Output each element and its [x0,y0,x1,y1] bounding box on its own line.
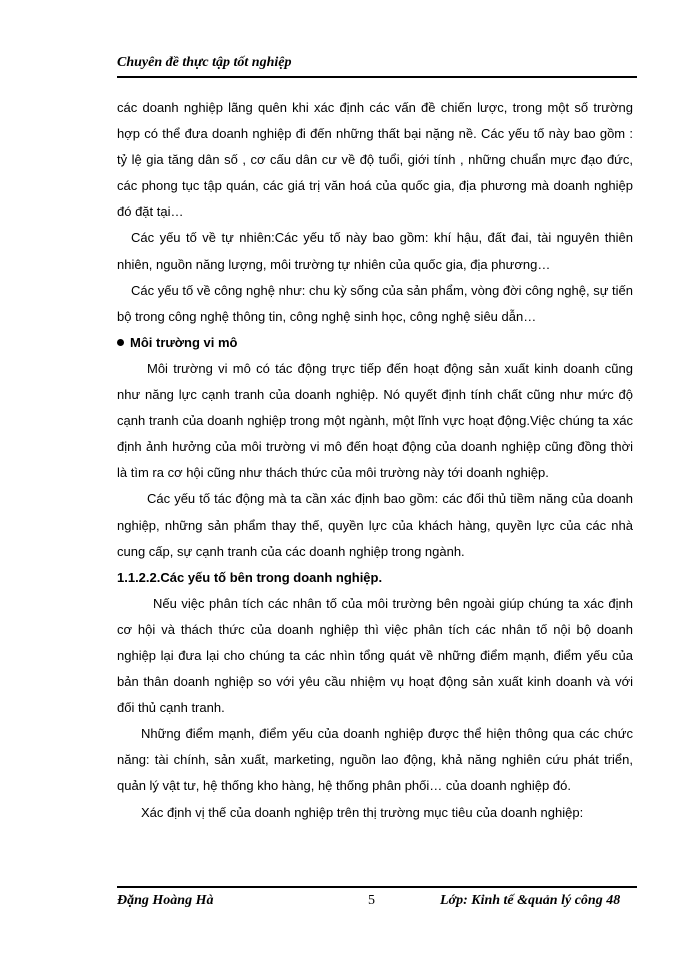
paragraph: Các yếu tố về tự nhiên:Các yếu tố này bao gồm: khí hậu, đất đai, tài nguyên thiên nhiên, nguồn năng lượng, môi trường tự nhiên của quốc gia, địa phương… [117,230,633,272]
header-divider [117,76,637,78]
page-number: 5 [368,893,375,908]
paragraph: Các yếu tố về công nghệ như: chu kỳ sống của sản phẩm, vòng đời công nghệ, sự tiến bộ trong công nghệ thông tin, công nghệ sinh học, công nghệ siêu dẫn… [117,282,633,324]
footer-class-label: Lớp: Kinh tế &quản lý công 48 [440,893,621,908]
bullet-icon [117,339,124,346]
footer-divider [117,886,637,888]
page-header-title: Chuyên đề thực tập tốt nghiệp [117,55,292,70]
bullet-heading [117,330,633,356]
paragraph: Môi trường vi mô có tác động trực tiếp đến hoạt động sản xuất kinh doanh cũng như năng lực cạnh tranh của doanh nghiệp. Nó quyết định tính chất cũng như mức độ cạnh tranh của doanh nghiệp trong một ngành, một lĩnh vực hoạt động.Việc chúng ta xác định ảnh hưởng của môi trường vi mô đến hoạt động của doanh nghiệp cũng đồng thời là tìm ra cơ hội cũng như thách thức của môi trường này tới doanh nghiệp. [117,360,633,481]
paragraph: Các yếu tố tác động mà ta cần xác định bao gồm: các đối thủ tiềm năng của doanh nghiệp, những sản phẩm thay thế, quyền lực của khách hàng, quyền lực của các nhà cung cấp, sự cạnh tranh của các doanh nghiệp trong ngành. [117,491,633,559]
footer-author: Đặng Hoàng Hà [117,893,214,908]
bullet-heading-text: Môi trường vi mô [130,334,238,350]
document-body [117,95,633,826]
paragraph: Những điểm mạnh, điểm yếu của doanh nghiệp được thể hiện thông qua các chức năng: tài chính, sản xuất, marketing, nguồn lao động, khả năng nghiên cứu phát triển, quản lý vật tư, hệ thống kho hàng, hệ thống phân phối… của doanh nghiệp đó. [117,726,633,794]
paragraph: Xác định vị thế của doanh nghiệp trên thị trường mục tiêu của doanh nghiệp: [141,804,584,820]
paragraph: các doanh nghiệp lãng quên khi xác định các vấn đề chiến lược, trong một số trường hợp có thể đưa doanh nghiệp đi đến những thất bại nặng nề. Các yếu tố này bao gồm : tỷ lệ gia tăng dân số , cơ cấu dân cư về độ tuổi, giới tính , những chuẩn mực đạo đức, các phong tục tập quán, các giá trị văn hoá của quốc gia, địa phương mà doanh nghiệp đó đặt tại… [117,100,633,220]
section-heading: 1.1.2.2.Các yếu tố bên trong doanh nghiệp. [117,569,383,585]
paragraph: Nếu việc phân tích các nhân tố của môi trường bên ngoài giúp chúng ta xác định cơ hội và thách thức của doanh nghiệp thì việc phân tích các nhân tố nội bộ doanh nghiệp lại đưa lại cho chúng ta các nhìn tổng quát về những điểm mạnh, điểm yếu của bản thân doanh nghiệp so với yêu cầu nhiệm vụ hoạt động sản xuất kinh doanh và với đối thủ cạnh tranh. [117,595,633,716]
